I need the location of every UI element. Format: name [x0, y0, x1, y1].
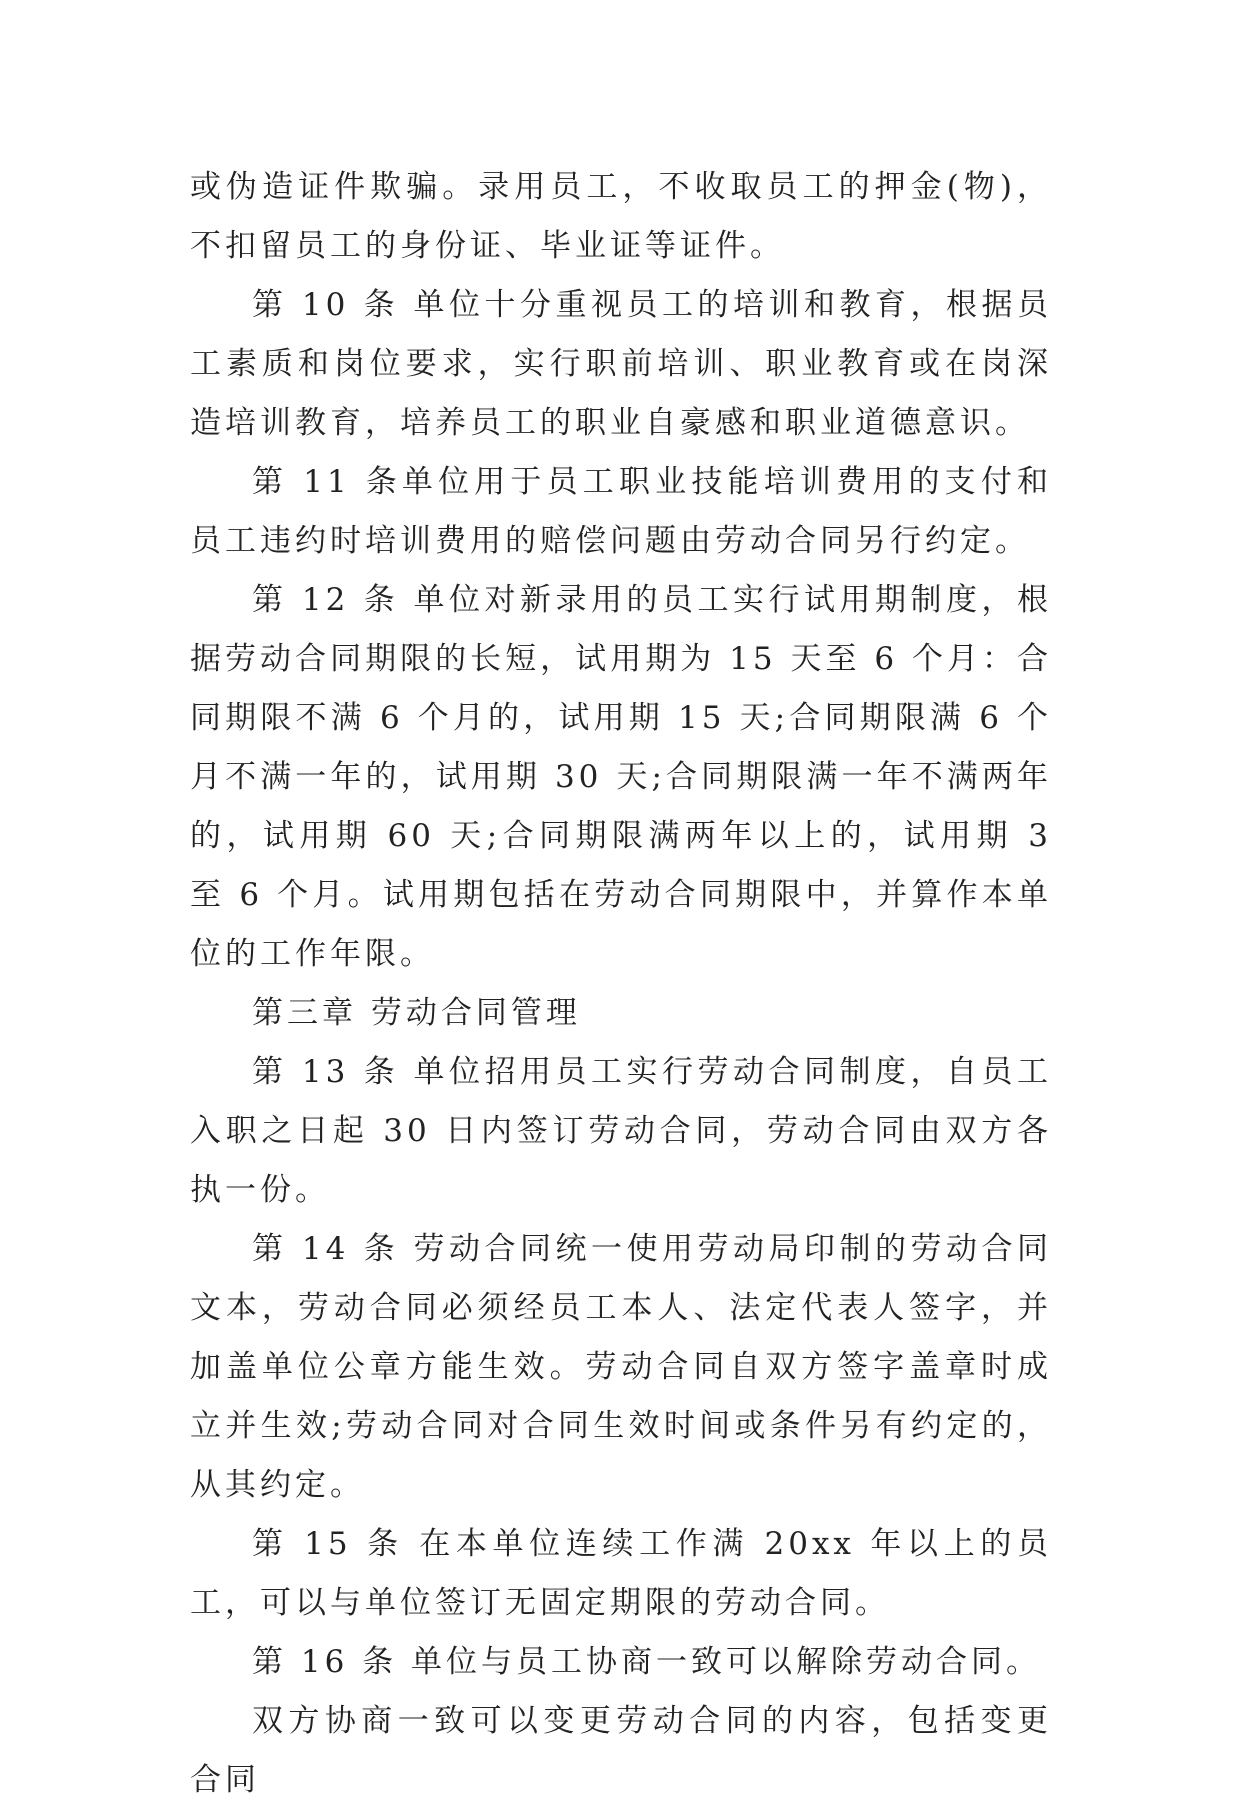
paragraph-article-11: 第 11 条单位用于员工职业技能培训费用的支付和员工违约时培训费用的赔偿问题由劳动合同另行约定。 [190, 464, 1052, 559]
paragraph-article-15: 第 15 条 在本单位连续工作满 20xx 年以上的员工，可以与单位签订无固定期限的劳动合同。 [190, 1526, 1052, 1621]
paragraph-article-13: 第 13 条 单位招用员工实行劳动合同制度，自员工入职之日起 30 日内签订劳动合同，劳动合同由双方各执一份。 [190, 1054, 1052, 1208]
chapter-heading: 第三章 劳动合同管理 [252, 995, 581, 1031]
paragraph-article-12: 第 12 条 单位对新录用的员工实行试用期制度，根据劳动合同期限的长短，试用期为 15 天至 6 个月：合同期限不满 6 个月的，试用期 15 天;合同期限满 6 个月不满一年的，试用期 30 天;合同期限满一年不满两年的，试用期 60 天;合同期限满两年以上的，试用期 3 至 6 个月。试用期包括在劳动合同期限中，并算作本单位的工作年限。 [190, 582, 1052, 972]
paragraph-article-16: 第 16 条 单位与员工协商一致可以解除劳动合同。 [252, 1644, 1042, 1680]
paragraph-article-14: 第 14 条 劳动合同统一使用劳动局印制的劳动合同文本，劳动合同必须经员工本人、法定代表人签字，并加盖单位公章方能生效。劳动合同自双方签字盖章时成立并生效;劳动合同对合同生效时间或条件另有约定的，从其约定。 [190, 1231, 1052, 1503]
paragraph-continued: 或伪造证件欺骗。录用员工，不收取员工的押金(物)，不扣留员工的身份证、毕业证等证件。 [190, 169, 1052, 264]
document-body [190, 158, 1052, 1810]
paragraph-continuation: 双方协商一致可以变更劳动合同的内容，包括变更合同 [190, 1703, 1052, 1798]
paragraph-article-10: 第 10 条 单位十分重视员工的培训和教育，根据员工素质和岗位要求，实行职前培训、职业教育或在岗深造培训教育，培养员工的职业自豪感和职业道德意识。 [190, 287, 1052, 441]
